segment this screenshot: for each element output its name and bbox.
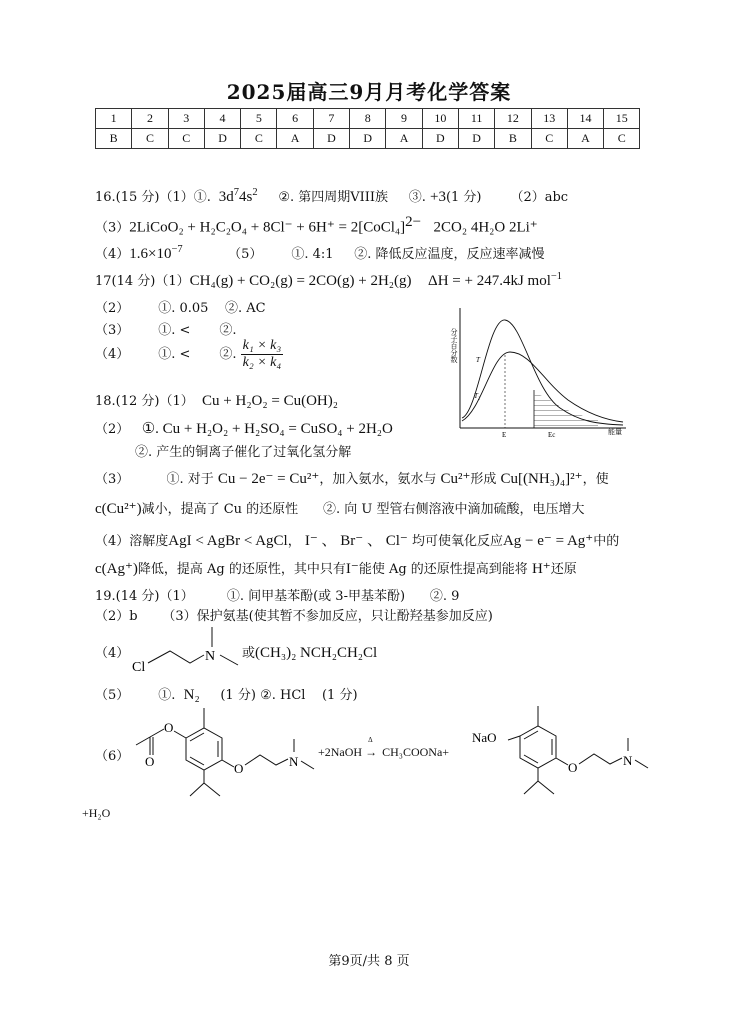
answer-cell: D <box>458 129 494 149</box>
q19-line4-head: （4） <box>95 646 130 661</box>
svg-text:N: N <box>623 753 633 768</box>
reaction-middle: +2NaOH Δ → CH₃COONa+ <box>318 736 450 759</box>
q16-3-equation: 2LiCoO₂ + H₂C₂O₄ + 8Cl⁻ + 6H⁺ = 2[CoCl₄] <box>129 219 406 236</box>
q19-line1: 19.(14 分)（1） ①. 间甲基苯酚(或 3-甲基苯酚) ②. 9 <box>95 589 460 604</box>
q17-line1: 17(14 分)（1）CH₄(g) + CO₂(g) = 2CO(g) + 2H₂(g) ΔH = + 247.4kJ mol$^{-1}$ <box>95 271 563 289</box>
chloroamine-structure <box>128 623 248 673</box>
q19-line6-head: （6） <box>95 749 130 764</box>
page-title: 2025届高三9月月考化学答案 <box>226 80 512 104</box>
question-number-cell: 3 <box>168 109 204 129</box>
q18-line2: （2） ①. Cu + H₂O₂ + H₂SO₄ = CuSO₄ + 2H₂O <box>95 421 393 437</box>
q19-line4-alt: 或(CH₃)₂ NCH₂CH₂Cl <box>242 645 378 661</box>
answer-table-number-row <box>96 109 640 129</box>
svg-text:N: N <box>289 754 299 769</box>
answer-cell: D <box>422 129 458 149</box>
nitrogen-atom: N <box>205 649 216 664</box>
enthalpy: ΔH = + 247.4kJ mol$^{-1}$ <box>428 271 563 289</box>
q19-line2: （2）b （3）保护氨基(使其暂不参加反应，只让酚羟基参加反应) <box>95 609 493 624</box>
question-number-cell: 13 <box>531 109 567 129</box>
q16-2-answer: （2）abc <box>510 190 569 205</box>
answer-table <box>95 108 640 149</box>
hatched-area <box>534 394 598 428</box>
answer-cell: C <box>168 129 204 149</box>
question-number-cell: 5 <box>241 109 277 129</box>
question-number-cell: 15 <box>604 109 640 129</box>
product-structure <box>470 700 660 800</box>
x-mark-e: E <box>502 431 507 439</box>
ksp-value: $1.6\times 10^{-7}$ <box>129 244 183 262</box>
oxidation-state: +3 <box>429 189 446 205</box>
answer-cell: C <box>241 129 277 149</box>
q18-equation: Cu + H₂O₂ = Cu(OH)₂ <box>202 393 338 409</box>
answer-cell: A <box>386 129 422 149</box>
answer-cell: C <box>132 129 168 149</box>
reaction-arrow: Δ → <box>365 736 378 759</box>
graph-ylabel: 分子百分数 <box>450 328 458 363</box>
answer-cell: C <box>604 129 640 149</box>
svg-text:O: O <box>234 761 244 776</box>
question-number-cell: 6 <box>277 109 313 129</box>
q17-line4: （4） ①. < ②. $\frac{\text{k₁ × k₃}}{\text{k₂ × k₄}}$ <box>95 338 282 370</box>
answer-cell: C <box>531 129 567 149</box>
question-number-cell: 4 <box>204 109 240 129</box>
label-t1: T <box>476 356 480 364</box>
q18-line4: （4）溶解度AgI < AgBr < AgCl， I⁻ 、 Br⁻ 、 Cl⁻ 均可使氧化反应Ag − e⁻ = Ag⁺中的 <box>95 533 620 549</box>
reaction-tail: +H₂O <box>82 806 111 820</box>
answer-table-answer-row <box>96 129 640 149</box>
question-number-cell: 8 <box>350 109 386 129</box>
question-number-cell: 2 <box>132 109 168 129</box>
answer-cell: B <box>495 129 531 149</box>
sodium-phenoxide: NaO <box>472 730 497 745</box>
label-t2: T₂ <box>474 392 481 400</box>
q18-line3: （3） ①. 对于 Cu − 2e⁻ = Cu²⁺，加入氨水，氨水与 Cu²⁺形成 Cu[(NH₃)₄]²⁺，使 <box>95 471 609 487</box>
q17-equation: CH₄(g) + CO₂(g) = 2CO(g) + 2H₂(g) <box>189 273 412 289</box>
answer-cell: A <box>277 129 313 149</box>
question-number-cell: 10 <box>422 109 458 129</box>
q17-line2: （2） ①. 0.05 ②. AC <box>95 301 266 316</box>
answer-cell: D <box>350 129 386 149</box>
energy-distribution-graph <box>448 300 633 445</box>
answer-cell: D <box>313 129 349 149</box>
svg-text:O: O <box>568 760 578 775</box>
svg-text:O: O <box>145 754 155 769</box>
question-number-cell: 11 <box>458 109 494 129</box>
x-mark-ec: Ec <box>548 431 556 439</box>
question-number-cell: 9 <box>386 109 422 129</box>
graph-xlabel: 能量 <box>608 428 622 436</box>
q18-line4b: c(Ag⁺)降低，提高 Ag 的还原性，其中只有I⁻能使 Ag 的还原性提高到能将 H⁺还原 <box>95 561 577 577</box>
page-footer: 第9页/共 8 页 <box>328 954 410 969</box>
q16-1-period: ②. 第四周期VIII族 <box>278 190 389 205</box>
q16-line2: （3）2LiCoO₂ + H₂C₂O₄ + 8Cl⁻ + 6H⁺ = 2[CoCl₄]$^{2-}$ 2CO₂ 4H₂O 2Li⁺ <box>95 214 538 236</box>
q18-line1: 18.(12 分)（1） Cu + H₂O₂ = Cu(OH)₂ <box>95 393 338 409</box>
question-number-cell: 14 <box>567 109 603 129</box>
q17-line3: （3） ①. < ②. <box>95 323 237 338</box>
rate-constant-fraction: $\frac{\text{k₁ × k₃}}{\text{k₂ × k₄}}$ <box>242 338 282 370</box>
q18-line2b: ②. 产生的铜离子催化了过氧化氢分解 <box>135 445 352 460</box>
question-number-cell: 12 <box>495 109 531 129</box>
answer-cell: D <box>204 129 240 149</box>
answer-cell: B <box>96 129 132 149</box>
question-number-cell: 7 <box>313 109 349 129</box>
q16-3-products: 2CO₂ 4H₂O 2Li⁺ <box>433 219 538 236</box>
question-number-cell: 1 <box>96 109 132 129</box>
q18-line3b: c(Cu²⁺)减小，提高了 Cu 的还原性 ②. 向 U 型管右侧溶液中滴加硫酸，电压增大 <box>95 501 585 517</box>
reactant-structure <box>128 703 318 803</box>
q16-head: 16.(15 分)（1）①. <box>95 190 211 205</box>
electron-config: $3d^74s^2$ <box>218 187 258 205</box>
svg-text:O: O <box>164 720 174 735</box>
answer-cell: A <box>567 129 603 149</box>
q16-line1: 16.(15 分)（1）①. $3d^74s^2$ ②. 第四周期VIII族 ③. +3(1 分) （2）abc <box>95 187 569 205</box>
q16-line3: $(4)1.6\times 10^{-7}$ （5） ①. 4:1 ②. 降低反应温度，反应速率减慢 <box>95 244 545 262</box>
q19-line5: （5） ①. N₂ (1 分) ②. HCl (1 分) <box>95 687 358 703</box>
chlorine-atom: Cl <box>132 660 146 673</box>
